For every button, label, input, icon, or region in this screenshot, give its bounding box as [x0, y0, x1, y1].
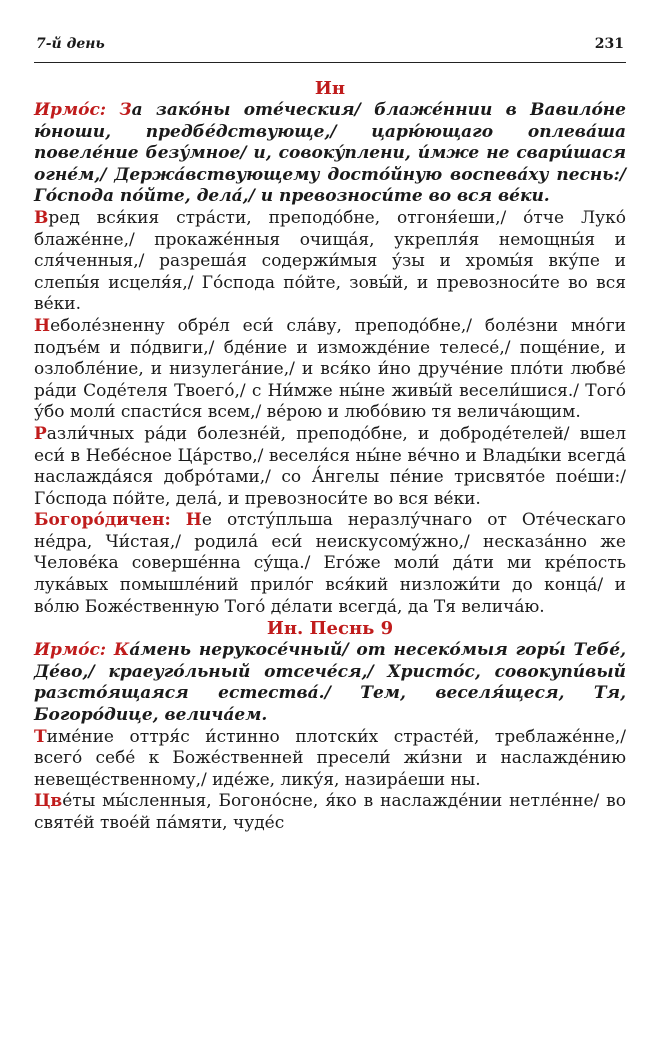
- initial-letter: В: [34, 207, 49, 228]
- theotokion-text: е отсту́пльша неразлу́чнаго от Оте́ческаго не́дра, Чи́стая,/ родила́ еси́ неискусому́жно,/ несказа́нно же Челове́ка соверше́нна су́ща./ Его́же моли́ да́ти ми кре́пость лука́вых помышле́ний прило́г вся́кий низложи́ти до конца́/ и во́лю Боже́ственную Того́ де́лати всегда́, да Тя велича́ю.: [34, 510, 626, 617]
- troparion-text: име́ние оттря́с и́стинно плотски́х страсте́й, треблаже́нне,/ всего́ себе́ к Боже́ственней пресели́ жи́зни и наслажде́нию невеще́ственному,/ иде́же, лику́я, назира́еши ны.: [34, 726, 626, 790]
- initial-letter: Т: [34, 726, 47, 747]
- troparion-paragraph: [34, 727, 626, 792]
- troparion-paragraph: [34, 424, 626, 510]
- initial-letter: Н: [34, 315, 51, 336]
- running-title: 7-й день: [36, 36, 105, 52]
- irmos-label: Ирмо́с:: [34, 100, 107, 120]
- irmos-text: а зако́ны оте́ческия/ блаже́ннии в Вавило́не ю́ноши, предбе́дствующе,/ царю́ющаго оплева́ша повеле́ние безу́мное/ и, совоку́плени, и́мже не свари́шася огне́м,/ Держа́вствующему досто́йную воспева́ху песнь:/ Го́спода по́йте, дела́,/ и превозноси́те во вся ве́ки.: [34, 100, 626, 207]
- troparion-paragraph: [34, 208, 626, 316]
- page-number: 231: [594, 36, 624, 52]
- troparion-paragraph: [34, 791, 626, 834]
- initial-letter: З: [119, 100, 132, 120]
- troparion-text: е́ты мы́сленныя, Богоно́сне, я́ко в наслажде́нии нетле́нне/ во святе́й твое́й па́мяти, чуде́с: [34, 791, 626, 833]
- header-rule: [34, 62, 626, 63]
- section-heading: Ин. Песнь 9: [266, 618, 394, 640]
- initial-letter: Р: [34, 423, 47, 444]
- troparion-text: азли́чных ра́ди болезне́й, преподо́бне, и доброде́телей/ вшел еси́ в Небе́сное Ца́рство,/ веселя́ся ны́не ве́чно и Влады́ки всегда́ наслажда́яся добро́тами,/ со А́нгелы пе́ние трисвято́е пое́ши:/ Го́спода по́йте, дела́, и превозноси́те во вся ве́ки.: [34, 423, 626, 509]
- troparion-text: еболе́зненну обре́л еси́ сла́ву, преподо́бне,/ боле́зни мно́ги подъе́м и по́двиги,/ бде́ние и изможде́ние телесе́,/ поще́ние, и озлобле́ние, и низулега́ние,/ и вся́ко и́но друче́ние пло́ти любве́ ра́ди Соде́теля Твоего́,/ с Ни́мже ны́не живы́й весели́шися./ Того́ у́бо моли́ спасти́ся всем,/ ве́рою и любо́вию тя велича́ющим.: [34, 315, 626, 423]
- page-body: [34, 78, 626, 835]
- initial-letter: К: [113, 640, 130, 661]
- troparion-paragraph: [34, 316, 626, 424]
- irmos-paragraph: [34, 100, 626, 208]
- irmos-paragraph: [34, 640, 626, 726]
- irmos-text: а́мень нерукосе́чный/ от несеко́мыя горы́ Тебе́, Де́во,/ краеуго́льный отсече́ся,/ Христо́с, совокупи́вый разсто́ящаяся естества́./ Тем, веселя́щеся, Тя, Богоро́дице, велича́ем.: [34, 640, 626, 726]
- irmos-label: Ирмо́с:: [34, 640, 107, 661]
- initial-letter: Н: [185, 510, 202, 531]
- theotokion-label: Богоро́дичен:: [34, 510, 171, 531]
- section-heading: Ин: [314, 78, 346, 99]
- theotokion-paragraph: [34, 510, 626, 618]
- running-header: [36, 36, 624, 52]
- troparion-text: ред вся́кия стра́сти, преподо́бне, отгоня́еши,/ о́тче Луко́ блаже́нне,/ прокаже́нныя очища́я, укрепля́я немощны́я и сля́ченныя,/ разреша́я содержи́мыя у́зы и хромы́я вку́пе и слепы́я исцеля́я,/ Го́спода по́йте, зовы́й, и превозноси́те во вся ве́ки.: [34, 207, 626, 315]
- initial-letter: Цв: [34, 791, 63, 812]
